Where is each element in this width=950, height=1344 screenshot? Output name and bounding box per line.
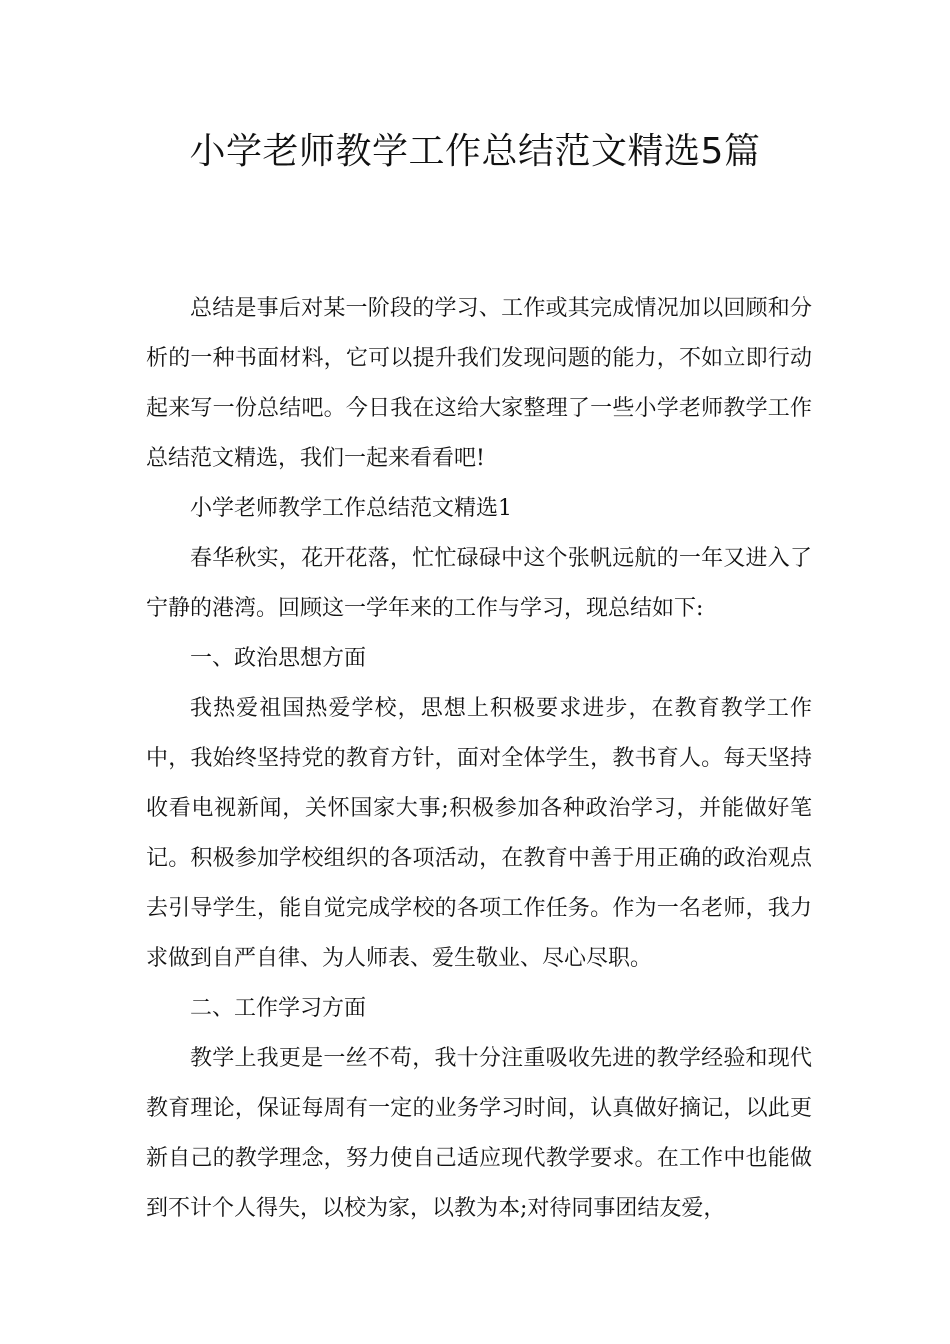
section-heading-essay-1: 小学老师教学工作总结范文精选1	[190, 496, 512, 521]
work-study-paragraph: 教学上我更是一丝不苟，我十分注重吸收先进的教学经验和现代教育理论，保证每周有一定的业务学习时间，认真做好摘记，以此更新自己的教学理念，努力使自己适应现代教学要求。在工作中也能做到不计个人得失，以校为家，以教为本;对待同事团结友爱，	[146, 1046, 812, 1221]
political-thought-paragraph: 我热爱祖国热爱学校，思想上积极要求进步，在教育教学工作中，我始终坚持党的教育方针，面对全体学生，教书育人。每天坚持收看电视新闻，关怀国家大事;积极参加各种政治学习，并能做好笔记。积极参加学校组织的各项活动，在教育中善于用正确的政治观点去引导学生，能自觉完成学校的各项工作任务。作为一名老师，我力求做到自严自律、为人师表、爱生敬业、尽心尽职。	[146, 696, 812, 971]
subheading-political-thought: 一、政治思想方面	[190, 646, 367, 671]
document-title: 小学老师教学工作总结范文精选5篇	[189, 131, 761, 172]
document-body	[146, 284, 812, 1234]
subheading-work-study: 二、工作学习方面	[190, 996, 367, 1021]
essay-opening-paragraph: 春华秋实，花开花落，忙忙碌碌中这个张帆远航的一年又进入了宁静的港湾。回顾这一学年来的工作与学习，现总结如下:	[146, 546, 812, 621]
intro-paragraph: 总结是事后对某一阶段的学习、工作或其完成情况加以回顾和分析的一种书面材料，它可以提升我们发现问题的能力，不如立即行动起来写一份总结吧。今日我在这给大家整理了一些小学老师教学工作总结范文精选，我们一起来看看吧!	[146, 296, 812, 471]
